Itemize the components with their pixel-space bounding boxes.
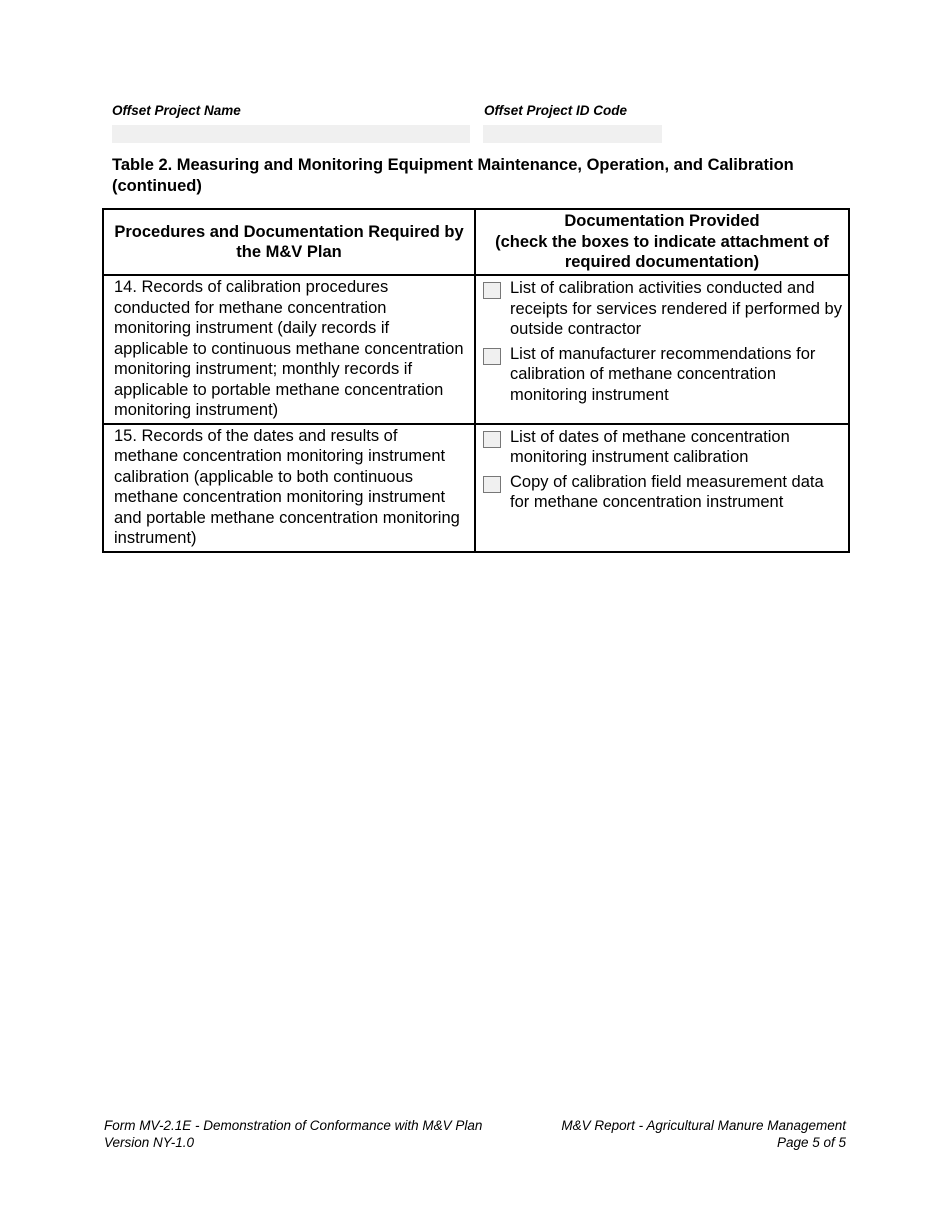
doc-item-label: List of calibration activities conducted and receipts for services rendered if performed by outside contractor bbox=[510, 279, 842, 338]
doc-item-label: List of dates of methane concentration monitoring instrument calibration bbox=[510, 427, 790, 466]
documentation-header-instruction: (check the boxes to indicate attachment of required documentation) bbox=[495, 232, 829, 272]
doc-checkbox-item bbox=[483, 427, 842, 468]
procedures-column-header: Procedures and Documentation Required by the M&V Plan bbox=[103, 209, 475, 275]
procedure-cell: 15. Records of the dates and results of methane concentration monitoring instrument calibration (applicable to both continuous methane concentration monitoring instrument and portable methane concentration monitoring instrument) bbox=[103, 424, 475, 552]
footer-report-title: M&V Report - Agricultural Manure Management bbox=[561, 1118, 846, 1133]
doc-checkbox-item bbox=[483, 472, 842, 513]
project-name-field[interactable] bbox=[112, 125, 470, 143]
doc-item-label: List of manufacturer recommendations for calibration of methane concentration monitoring instrument bbox=[510, 344, 816, 404]
attachment-checkbox[interactable] bbox=[483, 282, 501, 299]
attachment-checkbox[interactable] bbox=[483, 348, 501, 365]
footer-form-title: Form MV-2.1E - Demonstration of Conformance with M&V Plan bbox=[104, 1118, 483, 1133]
doc-checkbox-item bbox=[483, 278, 842, 340]
documentation-cell bbox=[475, 275, 849, 424]
table-row bbox=[103, 275, 849, 424]
footer-page-number: Page 5 of 5 bbox=[776, 1135, 846, 1150]
project-id-label: Offset Project ID Code bbox=[484, 103, 628, 118]
table-title: Table 2. Measuring and Monitoring Equipment Maintenance, Operation, and Calibration (continued) bbox=[112, 156, 794, 195]
project-id-field[interactable] bbox=[483, 125, 662, 143]
doc-item-label: Copy of calibration field measurement data for methane concentration instrument bbox=[510, 472, 824, 511]
documentation-column-header bbox=[475, 209, 849, 275]
table-row bbox=[103, 424, 849, 552]
documentation-header-title: Documentation Provided bbox=[564, 212, 760, 231]
footer-version: Version NY-1.0 bbox=[104, 1135, 195, 1150]
procedure-cell: 14. Records of calibration procedures conducted for methane concentration monitoring instrument (daily records if applicable to continuous methane concentration monitoring instrument; monthly records if applicable to portable methane concentration monitoring instrument) bbox=[103, 275, 475, 424]
attachment-checkbox[interactable] bbox=[483, 431, 501, 448]
project-name-label: Offset Project Name bbox=[112, 103, 241, 118]
doc-checkbox-item bbox=[483, 344, 842, 406]
footer-report-info bbox=[561, 1117, 846, 1151]
documentation-cell bbox=[475, 424, 849, 552]
table-header-row bbox=[103, 209, 849, 275]
footer-form-info bbox=[104, 1117, 482, 1151]
attachment-checkbox[interactable] bbox=[483, 476, 501, 493]
calibration-table bbox=[102, 208, 850, 553]
